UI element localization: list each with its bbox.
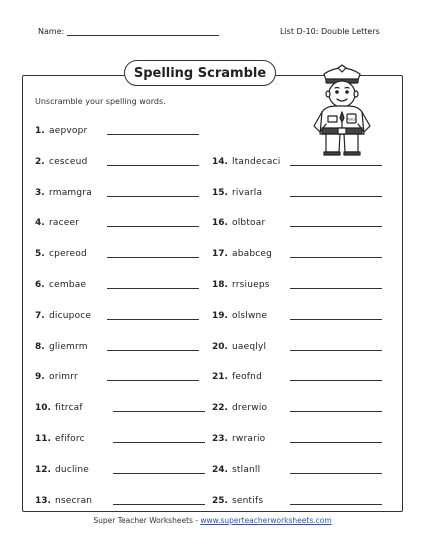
scrambled-word: aepvopr (49, 126, 88, 136)
name-field (38, 27, 219, 36)
word-number: 13. (35, 495, 51, 506)
answer-blank[interactable] (290, 410, 382, 412)
scrambled-word: rwrario (232, 434, 266, 444)
word-number: 19. (212, 310, 228, 321)
scrambled-word: uaeqlyl (232, 341, 267, 352)
scrambled-word: stlanll (232, 464, 261, 475)
word-item (35, 186, 199, 198)
word-number: 17. (212, 249, 228, 260)
scrambled-word: fitrcaf (55, 403, 83, 414)
scrambled-word: dicupoce (49, 310, 92, 321)
scrambled-word: sentifs (232, 495, 264, 506)
footer-url-link[interactable]: www.superteacherworksheets.com (200, 516, 332, 525)
word-item (35, 340, 199, 352)
answer-blank[interactable] (107, 225, 199, 227)
scrambled-word: feofnd (232, 372, 262, 383)
answer-blank[interactable] (113, 503, 205, 505)
word-number: 23. (212, 434, 228, 444)
answer-blank[interactable] (290, 503, 382, 505)
answer-blank[interactable] (290, 195, 382, 197)
answer-blank[interactable] (107, 195, 199, 197)
answer-blank[interactable] (107, 379, 199, 381)
word-item (212, 463, 382, 475)
answer-blank[interactable] (107, 256, 199, 258)
word-item (35, 401, 205, 413)
word-item (35, 247, 199, 259)
scrambled-word: raceer (49, 218, 80, 229)
scrambled-word: rmamgra (49, 187, 92, 198)
word-item (212, 309, 382, 321)
answer-blank[interactable] (113, 410, 205, 412)
scrambled-word: olslwne (232, 310, 268, 321)
word-item (212, 278, 382, 290)
word-number: 7. (35, 310, 45, 321)
footer (0, 516, 425, 525)
word-item (35, 216, 199, 228)
scrambled-word: gliemrm (49, 341, 88, 352)
word-number: 25. (212, 495, 228, 506)
scrambled-word: cembae (49, 280, 87, 290)
word-item (212, 216, 382, 228)
scrambled-word: ltandecaci (232, 156, 281, 167)
scrambled-word: cpereod (49, 249, 87, 260)
word-item (35, 124, 199, 136)
word-number: 4. (35, 218, 45, 229)
scrambled-word: cesceud (49, 156, 88, 167)
word-item (35, 155, 199, 167)
word-number: 11. (35, 434, 51, 444)
word-item (35, 494, 205, 506)
word-number: 15. (212, 187, 228, 198)
word-number: 21. (212, 372, 228, 383)
answer-blank[interactable] (107, 349, 199, 351)
police-officer-icon (306, 60, 378, 156)
word-number: 2. (35, 156, 45, 167)
scrambled-word: rivarla (232, 187, 263, 198)
word-number: 1. (35, 126, 45, 136)
word-item (212, 186, 382, 198)
answer-blank[interactable] (290, 256, 382, 258)
word-number: 24. (212, 464, 228, 475)
word-item (35, 463, 205, 475)
word-item (212, 155, 382, 167)
word-number: 8. (35, 341, 45, 352)
answer-blank[interactable] (290, 318, 382, 320)
scrambled-word: drerwio (232, 403, 268, 414)
footer-site-name: Super Teacher Worksheets (93, 516, 193, 525)
name-line[interactable] (67, 28, 219, 36)
list-label: List D-10: Double Letters (280, 27, 380, 36)
answer-blank[interactable] (290, 472, 382, 474)
scrambled-word: orimrr (49, 372, 78, 383)
answer-blank[interactable] (290, 164, 382, 166)
svg-text:Police: Police (346, 117, 357, 122)
word-item (212, 401, 382, 413)
word-number: 3. (35, 187, 45, 198)
word-item (212, 432, 382, 444)
word-number: 10. (35, 403, 51, 414)
worksheet-title: Spelling Scramble (124, 60, 276, 86)
answer-blank[interactable] (107, 287, 199, 289)
word-number: 16. (212, 218, 228, 229)
footer-separator: - (192, 516, 201, 525)
answer-blank[interactable] (290, 379, 382, 381)
name-label: Name: (38, 27, 65, 36)
word-item (212, 370, 382, 382)
answer-blank[interactable] (290, 287, 382, 289)
instructions: Unscramble your spelling words. (35, 97, 166, 106)
word-number: 12. (35, 464, 51, 475)
answer-blank[interactable] (107, 133, 199, 135)
word-number: 20. (212, 341, 228, 352)
word-item (35, 370, 199, 382)
word-item (35, 309, 199, 321)
word-item (212, 340, 382, 352)
word-item (35, 432, 205, 444)
word-item (212, 494, 382, 506)
scrambled-word: efiforc (55, 434, 85, 444)
answer-blank[interactable] (290, 349, 382, 351)
answer-blank[interactable] (290, 441, 382, 443)
scrambled-word: ababceg (232, 249, 273, 260)
answer-blank[interactable] (107, 164, 199, 166)
scrambled-word: nsecran (55, 495, 93, 506)
word-number: 9. (35, 372, 45, 383)
word-number: 5. (35, 249, 45, 260)
answer-blank[interactable] (113, 472, 205, 474)
answer-blank[interactable] (290, 225, 382, 227)
scrambled-word: rrsiueps (232, 280, 270, 290)
word-item (212, 247, 382, 259)
answer-blank[interactable] (113, 441, 205, 443)
word-number: 18. (212, 280, 228, 290)
word-item (35, 278, 199, 290)
scrambled-word: ducline (55, 464, 90, 475)
word-number: 6. (35, 280, 45, 290)
word-number: 14. (212, 156, 228, 167)
answer-blank[interactable] (107, 318, 199, 320)
scrambled-word: olbtoar (232, 218, 266, 229)
word-number: 22. (212, 403, 228, 414)
